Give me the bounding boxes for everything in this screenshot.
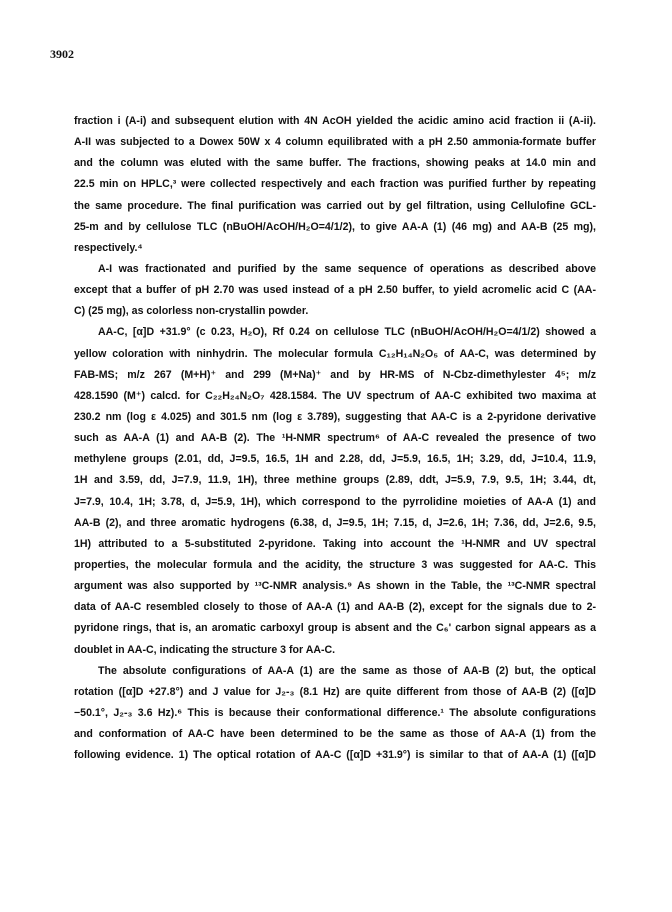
- text-line: 1H and 3.59, dd, J=7.9, 11.9, 1H), three methine groups (2.89, ddt, J=5.9, 7.9, 9.5, 1H; 3.44, dt,: [74, 474, 596, 487]
- text-line: AA-B (2), and three aromatic hydrogens (6.38, d, J=9.5, 1H; 7.15, d, J=2.6, 1H; 7.36, dd, J=2.6, 9.5,: [74, 516, 596, 529]
- text-line: The absolute configurations of AA-A (1) are the same as those of AA-B (2) but, the optical: [98, 664, 596, 677]
- text-line: following evidence. 1) The optical rotation of AA-C ([α]D +31.9°) is similar to that of AA-A (1) ([α]D: [74, 749, 596, 762]
- text-line: C) (25 mg), as colorless non-crystallin powder.: [74, 305, 309, 318]
- text-line: respectively.⁴: [74, 241, 143, 254]
- text-line: except that a buffer of pH 2.70 was used instead of a pH 2.50 buffer, to yield acromelic acid C (AA-: [74, 284, 596, 297]
- text-line: the same procedure. The final purification was carried out by gel filtration, using Cellulofine GCL-: [74, 199, 596, 212]
- text-line: 1H) attributed to a 5-substituted 2-pyridone. Taking into account the ¹H-NMR and UV spectral: [74, 537, 596, 550]
- text-line: argument was also supported by ¹³C-NMR analysis.⁹ As shown in the Table, the ¹³C-NMR spectral: [74, 580, 596, 593]
- text-line: A-II was subjected to a Dowex 50W x 4 column equilibrated with a pH 2.50 ammonia-formate buffer: [74, 136, 596, 149]
- text-line: data of AA-C resembled closely to those of AA-A (1) and AA-B (2), except for the signals due to 2-: [74, 601, 596, 614]
- body-text: [74, 111, 596, 766]
- text-line: yellow coloration with ninhydrin. The molecular formula C₁₂H₁₄N₂O₅ of AA-C, was determined by: [74, 347, 596, 360]
- text-line: A-I was fractionated and purified by the same sequence of operations as described above: [98, 262, 596, 275]
- page-number: 3902: [50, 47, 74, 61]
- text-line: −50.1°, J₂-₃ 3.6 Hz).⁶ This is because their conformational difference.¹ The absolute configurations: [74, 706, 596, 719]
- text-line: 428.1590 (M⁺) calcd. for C₂₂H₂₄N₂O₇ 428.1584. The UV spectrum of AA-C exhibited two maxima at: [74, 389, 596, 402]
- text-line: fraction i (A-i) and subsequent elution with 4N AcOH yielded the acidic amino acid fraction ii (A-ii).: [74, 115, 596, 127]
- text-line: properties, the molecular formula and the acidity, the structure 3 was suggested for AA-C. This: [74, 558, 596, 571]
- text-line: FAB-MS; m/z 267 (M+H)⁺ and 299 (M+Na)⁺ and by HR-MS of N-Cbz-dimethylester 4⁵; m/z: [74, 368, 596, 381]
- text-line: AA-C, [α]D +31.9° (c 0.23, H₂O), Rf 0.24 on cellulose TLC (nBuOH/AcOH/H₂O=4/1/2) showed a: [98, 326, 596, 339]
- text-line: rotation ([α]D +27.8°) and J value for J₂-₃ (8.1 Hz) are quite different from those of AA-B (2) ([α]D: [74, 685, 596, 698]
- text-line: 25-m and by cellulose TLC (nBuOH/AcOH/H₂O=4/1/2), to give AA-A (1) (46 mg) and AA-B (25 mg),: [74, 220, 596, 233]
- text-line: such as AA-A (1) and AA-B (2). The ¹H-NMR spectrum⁶ of AA-C revealed the presence of two: [74, 432, 596, 445]
- text-line: and the column was eluted with the same buffer. The fractions, showing peaks at 14.0 min and: [74, 157, 596, 170]
- text-line: J=7.9, 10.4, 1H; 3.78, d, J=5.9, 1H), which correspond to the pyrrolidine moieties of AA-A (1) and: [74, 495, 596, 508]
- text-line: methylene groups (2.01, dd, J=9.5, 16.5, 1H and 2.28, dd, J=5.9, 16.5, 1H; 3.29, dd, J=10.4, 11.9,: [74, 453, 596, 466]
- text-line: doublet in AA-C, indicating the structure 3 for AA-C.: [74, 643, 336, 656]
- text-line: pyridone rings, that is, an aromatic carboxyl group is absent and the C₆' carbon signal appears as a: [74, 622, 596, 635]
- text-line: and conformation of AA-C have been determined to be the same as those of AA-A (1) from the: [74, 728, 596, 741]
- text-line: 230.2 nm (log ε 4.025) and 301.5 nm (log ε 3.789), suggesting that AA-C is a 2-pyridone derivative: [74, 410, 596, 423]
- text-line: 22.5 min on HPLC,³ were collected respectively and each fraction was purified further by repeating: [74, 178, 596, 191]
